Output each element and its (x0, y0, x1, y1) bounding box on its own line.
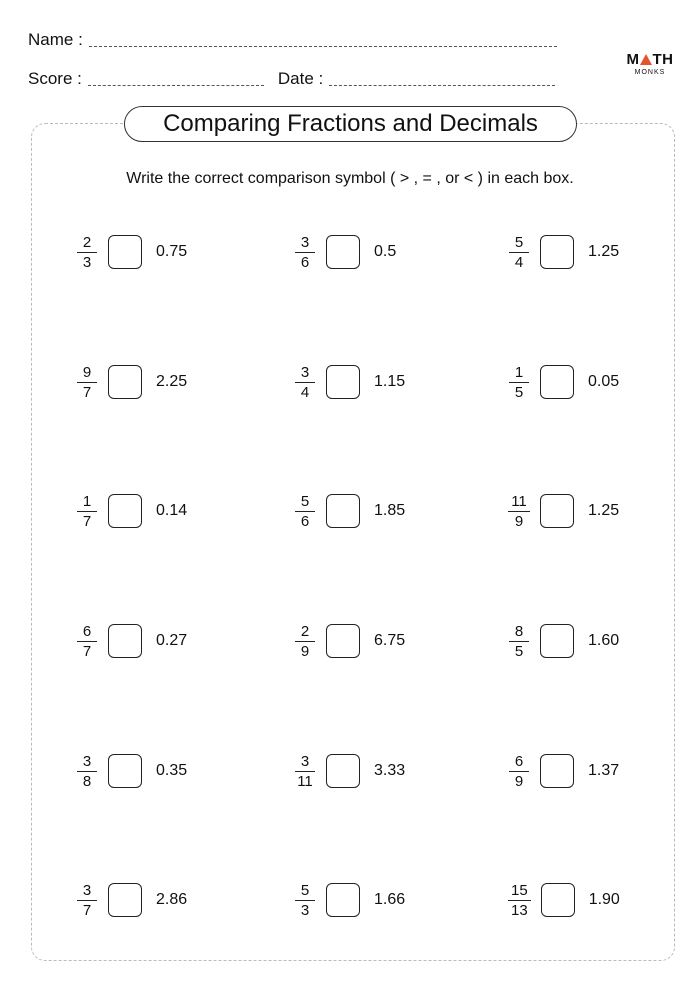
problem-item (76, 362, 187, 402)
problem-item (76, 751, 187, 791)
answer-box[interactable] (540, 624, 574, 658)
problem-item (294, 362, 405, 402)
fraction-numerator: 11 (508, 493, 530, 512)
fraction (294, 234, 316, 271)
answer-box[interactable] (541, 883, 575, 917)
fraction (76, 882, 98, 919)
problem-item (508, 362, 619, 402)
decimal-value: 6.75 (374, 632, 406, 649)
fraction-numerator: 3 (77, 753, 97, 772)
fraction (76, 623, 98, 660)
fraction-denominator: 6 (300, 253, 310, 271)
fraction (294, 623, 316, 660)
fraction-numerator: 5 (509, 234, 529, 253)
fraction-denominator: 3 (82, 253, 92, 271)
problem-item (508, 232, 619, 272)
decimal-value: 1.15 (374, 373, 406, 390)
answer-box[interactable] (540, 754, 574, 788)
problem-item (76, 232, 187, 272)
fraction (294, 753, 316, 790)
date-field[interactable] (329, 73, 555, 86)
decimal-value: 1.37 (588, 762, 620, 779)
answer-box[interactable] (540, 235, 574, 269)
decimal-value: 1.25 (588, 502, 620, 519)
fraction-numerator: 6 (77, 623, 97, 642)
decimal-value: 0.05 (588, 373, 620, 390)
problem-item (294, 491, 405, 531)
fraction-denominator: 7 (82, 642, 92, 660)
score-field[interactable] (88, 73, 264, 86)
fraction (508, 234, 530, 271)
problem-item (294, 621, 405, 661)
name-label: Name : (28, 30, 83, 49)
fraction-numerator: 15 (508, 882, 531, 901)
decimal-value: 0.35 (156, 762, 188, 779)
fraction (76, 493, 98, 530)
fraction-numerator: 3 (295, 234, 315, 253)
fraction-numerator: 3 (77, 882, 97, 901)
score-label: Score : (28, 69, 82, 88)
decimal-value: 3.33 (374, 762, 406, 779)
fraction-numerator: 1 (509, 364, 529, 383)
fraction-numerator: 9 (77, 364, 97, 383)
decimal-value: 1.90 (588, 891, 620, 908)
fraction-denominator: 7 (82, 901, 92, 919)
mathmonks-logo (622, 52, 678, 77)
problem-item (508, 491, 619, 531)
decimal-value: 1.85 (374, 502, 406, 519)
triangle-icon (640, 54, 652, 65)
fraction-numerator: 1 (77, 493, 97, 512)
fraction-numerator: 2 (77, 234, 97, 253)
name-row (28, 30, 557, 50)
answer-box[interactable] (326, 624, 360, 658)
problem-item (76, 491, 187, 531)
answer-box[interactable] (326, 494, 360, 528)
problem-item (76, 880, 187, 920)
fraction-numerator: 5 (295, 882, 315, 901)
fraction-denominator: 5 (514, 383, 524, 401)
fraction-numerator: 3 (295, 364, 315, 383)
fraction-denominator: 9 (514, 772, 524, 790)
logo-wordmark: M TH (626, 51, 674, 68)
score-date-row (28, 69, 555, 89)
decimal-value: 1.66 (374, 891, 406, 908)
fraction-numerator: 2 (295, 623, 315, 642)
problem-item (508, 621, 619, 661)
fraction-denominator: 4 (300, 383, 310, 401)
decimal-value: 0.14 (156, 502, 188, 519)
fraction-denominator: 13 (511, 901, 528, 919)
fraction (508, 882, 531, 919)
decimal-value: 0.27 (156, 632, 188, 649)
date-label: Date : (277, 69, 324, 88)
instructions: Write the correct comparison symbol ( > , = , or < ) in each box. (126, 170, 574, 187)
decimal-value: 1.25 (588, 243, 620, 260)
worksheet-title: Comparing Fractions and Decimals (124, 106, 577, 142)
fraction (508, 364, 530, 401)
answer-box[interactable] (326, 235, 360, 269)
fraction (294, 882, 316, 919)
decimal-value: 2.25 (156, 373, 188, 390)
fraction-denominator: 7 (82, 512, 92, 530)
decimal-value: 0.5 (374, 243, 397, 260)
fraction (294, 493, 316, 530)
fraction-numerator: 3 (295, 753, 315, 772)
logo-subtitle: MONKS (634, 69, 666, 76)
answer-box[interactable] (108, 754, 142, 788)
fraction-numerator: 6 (509, 753, 529, 772)
answer-box[interactable] (326, 754, 360, 788)
answer-box[interactable] (108, 883, 142, 917)
fraction (508, 623, 530, 660)
fraction-denominator: 4 (514, 253, 524, 271)
fraction (294, 364, 316, 401)
problem-item (508, 751, 619, 791)
answer-box[interactable] (540, 494, 574, 528)
decimal-value: 2.86 (156, 891, 188, 908)
decimal-value: 1.60 (588, 632, 620, 649)
fraction-denominator: 11 (297, 772, 313, 790)
answer-box[interactable] (108, 235, 142, 269)
problem-item (76, 621, 187, 661)
fraction (76, 364, 98, 401)
fraction (508, 753, 530, 790)
answer-box[interactable] (326, 365, 360, 399)
fraction-denominator: 7 (82, 383, 92, 401)
fraction-denominator: 3 (300, 901, 310, 919)
problem-item (294, 751, 405, 791)
fraction-denominator: 5 (514, 642, 524, 660)
decimal-value: 0.75 (156, 243, 188, 260)
fraction-denominator: 9 (514, 512, 524, 530)
answer-box[interactable] (108, 624, 142, 658)
fraction-numerator: 5 (295, 493, 315, 512)
problem-item (508, 880, 620, 920)
problem-item (294, 232, 396, 272)
fraction-denominator: 8 (82, 772, 92, 790)
answer-box[interactable] (540, 365, 574, 399)
fraction-denominator: 6 (300, 512, 310, 530)
answer-box[interactable] (326, 883, 360, 917)
fraction-denominator: 9 (300, 642, 310, 660)
answer-box[interactable] (108, 494, 142, 528)
fraction-numerator: 8 (509, 623, 529, 642)
fraction (508, 493, 530, 530)
fraction (76, 753, 98, 790)
problem-item (294, 880, 405, 920)
name-field[interactable] (89, 34, 557, 47)
answer-box[interactable] (108, 365, 142, 399)
fraction (76, 234, 98, 271)
